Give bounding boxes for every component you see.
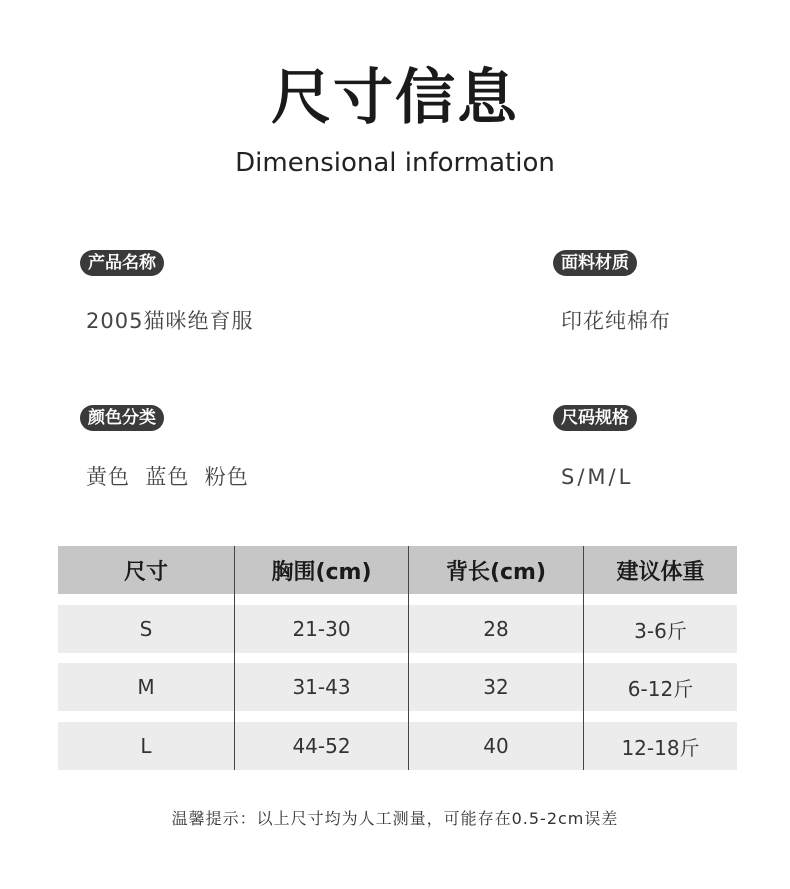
fabric-value: 印花纯棉布 <box>561 309 671 333</box>
product-name-badge: 产品名称 <box>80 250 164 276</box>
page-title-en: Dimensional information <box>235 148 555 178</box>
column-divider <box>234 546 235 770</box>
table-cell: 44-52 <box>292 734 351 758</box>
sizes-value: S/M/L <box>561 465 634 489</box>
table-cell: 28 <box>483 617 509 641</box>
table-cell: 12-18斤 <box>621 735 700 760</box>
header-cell-chest: 胸围(cm) <box>271 559 372 585</box>
table-cell: 3-6斤 <box>634 618 687 643</box>
table-cell: 32 <box>483 675 509 699</box>
fabric-badge: 面料材质 <box>553 250 637 276</box>
page-title-cn: 尺寸信息 <box>271 63 519 133</box>
table-cell: 40 <box>483 734 509 758</box>
table-row <box>58 722 737 770</box>
table-row <box>58 663 737 711</box>
table-cell: M <box>137 675 155 699</box>
column-divider <box>408 546 409 770</box>
footer-note: 温馨提示：以上尺寸均为人工测量，可能存在0.5-2cm误差 <box>171 809 619 828</box>
column-divider <box>583 546 584 770</box>
product-name-value: 2005猫咪绝育服 <box>86 309 254 333</box>
table-cell: 21-30 <box>292 617 351 641</box>
table-cell: S <box>139 617 153 641</box>
colors-value: 黄色 蓝色 粉色 <box>86 465 249 489</box>
table-cell: 31-43 <box>292 675 351 699</box>
header-cell-weight: 建议体重 <box>616 559 705 585</box>
table-cell: 6-12斤 <box>627 676 694 701</box>
header-cell-size: 尺寸 <box>123 559 168 585</box>
header-cell-back: 背长(cm) <box>445 559 547 585</box>
sizes-badge: 尺码规格 <box>553 405 637 431</box>
table-row <box>58 605 737 653</box>
colors-badge: 颜色分类 <box>80 405 164 431</box>
table-cell: L <box>140 734 152 758</box>
table-header-row <box>58 546 737 594</box>
